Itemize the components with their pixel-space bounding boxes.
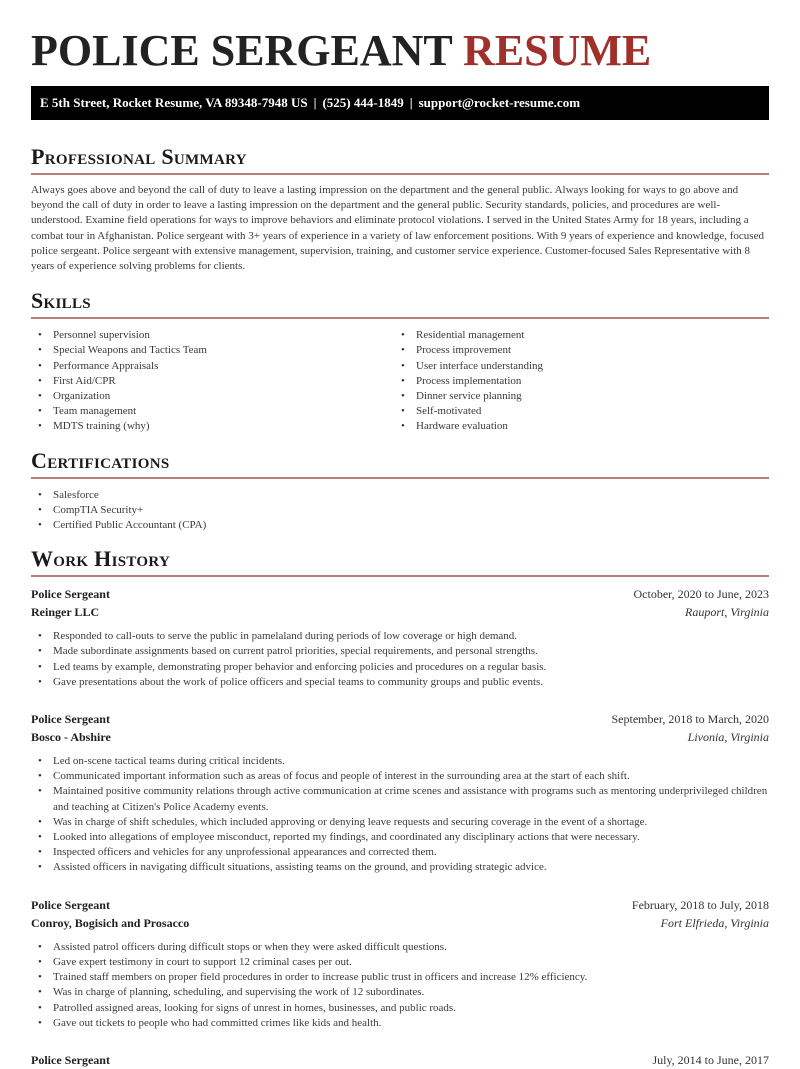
skill-item: • Personnel supervision [31, 328, 394, 343]
job-location: Livonia, Virginia [687, 730, 769, 745]
certifications-section [31, 448, 769, 534]
contact-bar [31, 86, 769, 120]
skill-item: • Dinner service planning [394, 389, 757, 404]
skill-item: • MDTS training (why) [31, 419, 394, 434]
skills-right-list [394, 328, 757, 434]
summary-heading: Professional Summary [31, 144, 247, 169]
job-header-row [31, 1051, 769, 1069]
skill-item: • Hardware evaluation [394, 419, 757, 434]
skill-item: • Process improvement [394, 343, 757, 358]
job-bullets [31, 629, 769, 690]
job-bullet: • Made subordinate assignments based on current patrol priorities, special requirements, and personal strengths. [31, 644, 769, 659]
skills-columns [31, 328, 769, 434]
job-bullet: • Responded to call-outs to serve the public in pamelaland during periods of low coverage or high demand. [31, 629, 769, 644]
contact-address: E 5th Street, Rocket Resume, VA 89348-7948 US [40, 95, 308, 110]
section-divider [31, 477, 769, 479]
job-header-row [31, 585, 769, 603]
job-location: Rauport, Virginia [685, 605, 769, 620]
contact-email[interactable]: support@rocket-resume.com [418, 95, 581, 110]
job-bullets [31, 754, 769, 876]
job-company-row [31, 914, 769, 932]
job-header-row [31, 896, 769, 914]
summary-text: Always goes above and beyond the call of duty to leave a lasting impression on the department and the general public. Always looking for ways to go above and beyond the call of duty in order to leave a lasting impression on the department and the general public. Security standards, policies, and procedures are well-understood. Examine field operations for ways to improve behaviors and eliminate protocol violations. I served in the United States Army for 18 years, including a combat tour in Afghanistan. Police sergeant with 3+ years of experience in a variety of law enforcement positions. With 9 years of experience and knowledge, focused police sergeant. Police sergeant with extensive management, supervision, training, and customer service experience. Customer-focused Sales Representative with 8 years of experience solving problems for clients. [31, 184, 764, 273]
skill-item: • Organization [31, 389, 394, 404]
skills-heading: Skills [31, 288, 91, 314]
job-company: Bosco - Abshire [31, 730, 111, 745]
certifications-list [31, 488, 769, 534]
job-bullet: • Gave presentations about the work of police officers and special teams to community groups and public events. [31, 675, 769, 690]
work-history-heading: Work History [31, 546, 171, 572]
contact-phone: (525) 444-1849 [322, 95, 404, 110]
job-company: Reinger LLC [31, 605, 100, 620]
job-bullet: • Led teams by example, demonstrating proper behavior and enforcing policies and procedures on a regular basis. [31, 660, 769, 675]
resume-title [31, 28, 769, 74]
job-bullet: • Assisted patrol officers during difficult stops or when they were asked difficult questions. [31, 940, 769, 955]
job-header-row [31, 710, 769, 728]
job-dates: September, 2018 to March, 2020 [611, 712, 769, 727]
job-title: Police Sergeant [31, 587, 110, 602]
skill-item: • Special Weapons and Tactics Team [31, 343, 394, 358]
job-bullet: • Looked into allegations of employee misconduct, reported my findings, and coordinated any disciplinary actions that were necessary. [31, 830, 769, 845]
skill-item: • First Aid/CPR [31, 374, 394, 389]
section-divider [31, 173, 769, 175]
certification-item: • CompTIA Security+ [31, 503, 769, 518]
job-dates: October, 2020 to June, 2023 [633, 587, 769, 602]
job-title: Police Sergeant [31, 1052, 110, 1067]
job-bullet: • Was in charge of shift schedules, which included approving or denying leave requests and securing coverage in the event of a shortage. [31, 815, 769, 830]
work-history-section [31, 546, 769, 1069]
title-accent: RESUME [462, 26, 652, 75]
job-dates: February, 2018 to July, 2018 [631, 897, 769, 912]
job-bullets [31, 940, 769, 1031]
job-bullet: • Gave expert testimony in court to support 12 criminal cases per out. [31, 955, 769, 970]
job-company-row [31, 603, 769, 621]
job-entry [31, 1051, 769, 1069]
contact-separator: | [313, 95, 317, 110]
contact-separator: | [409, 95, 413, 110]
title-main: POLICE SERGEANT [31, 26, 452, 75]
skill-item: • Self-motivated [394, 404, 757, 419]
job-bullet: • Trained staff members on proper field procedures in order to increase public trust in officers and increase 12% efficiency. [31, 970, 769, 985]
certification-item: • Salesforce [31, 488, 769, 503]
resume-page [0, 28, 800, 1069]
job-bullet: • Maintained positive community relations through active communication at crime scenes and assistance with programs such as mentoring underprivileged children and teaching at Citizen's Police Academy events. [31, 784, 769, 814]
skills-left-list [31, 328, 394, 434]
job-location: Fort Elfrieda, Virginia [660, 915, 769, 930]
job-bullet: • Assisted officers in navigating difficult situations, assisting teams on the ground, and providing strategic advice. [31, 860, 769, 875]
job-bullet: • Patrolled assigned areas, looking for signs of unrest in homes, businesses, and public roads. [31, 1001, 769, 1016]
job-company: Conroy, Bogisich and Prosacco [31, 915, 190, 930]
certification-item: • Certified Public Accountant (CPA) [31, 518, 769, 533]
skill-item: • Process implementation [394, 374, 757, 389]
skill-item: • Performance Appraisals [31, 359, 394, 374]
job-company-row [31, 728, 769, 746]
job-bullet: • Led on-scene tactical teams during critical incidents. [31, 754, 769, 769]
section-divider [31, 317, 769, 319]
section-divider [31, 575, 769, 577]
summary-section [31, 144, 769, 274]
certifications-heading: Certifications [31, 447, 170, 473]
skill-item: • Team management [31, 404, 394, 419]
job-entry [31, 710, 769, 876]
job-title: Police Sergeant [31, 897, 110, 912]
skill-item: • Residential management [394, 328, 757, 343]
skill-item: • User interface understanding [394, 359, 757, 374]
job-entry [31, 585, 769, 690]
skills-section [31, 288, 769, 434]
job-bullet: • Inspected officers and vehicles for any unprofessional appearances and corrected them. [31, 845, 769, 860]
job-bullet: • Communicated important information such as areas of focus and people of interest in the surrounding area at the start of each shift. [31, 769, 769, 784]
job-entry [31, 896, 769, 1031]
job-bullet: • Gave out tickets to people who had committed crimes like kids and health. [31, 1016, 769, 1031]
job-dates: July, 2014 to June, 2017 [652, 1052, 769, 1067]
job-bullet: • Was in charge of planning, scheduling, and supervising the work of 12 subordinates. [31, 985, 769, 1000]
job-title: Police Sergeant [31, 712, 110, 727]
